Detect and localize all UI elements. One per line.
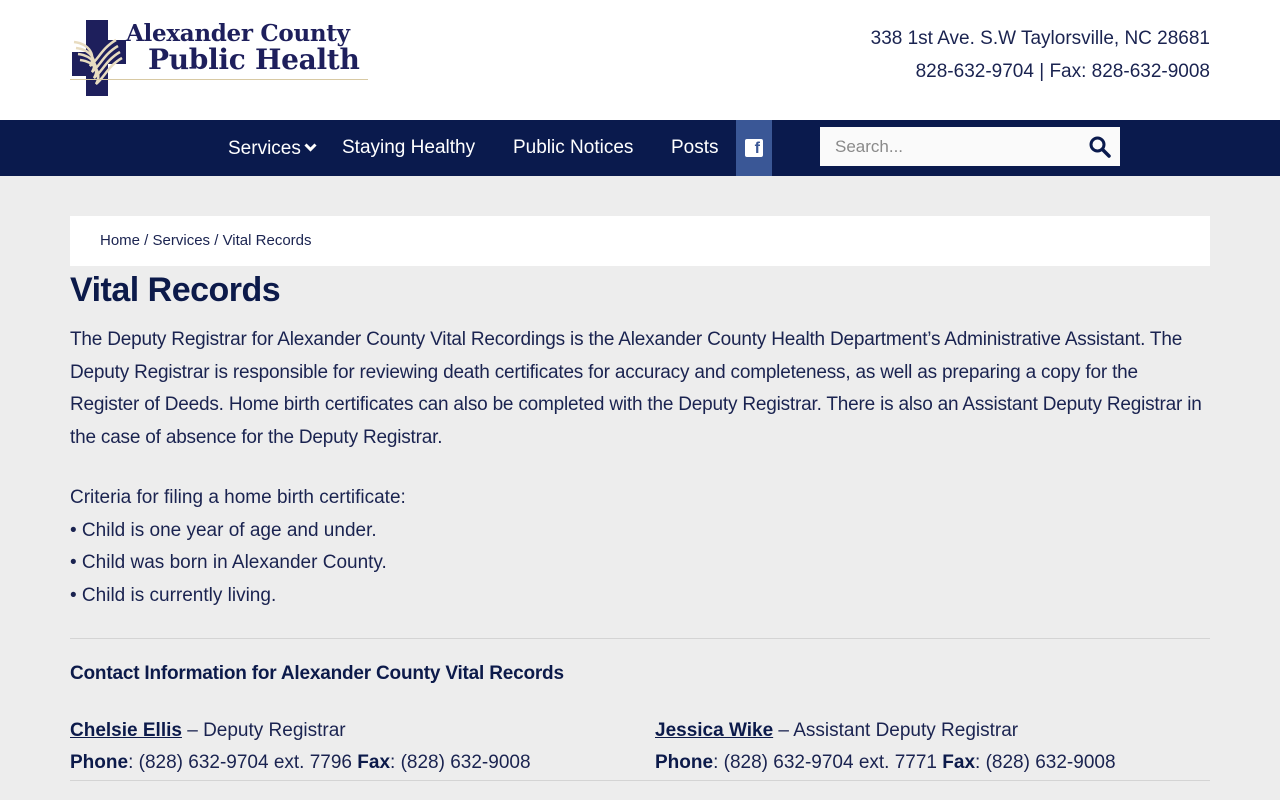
- phone-label: Phone: [655, 752, 714, 773]
- fax-value: : (828) 632-9008: [975, 752, 1116, 773]
- criteria-item: • Child was born in Alexander County.: [70, 552, 387, 573]
- facebook-link[interactable]: [736, 120, 772, 176]
- header-address: 338 1st Ave. S.W Taylorsville, NC 28681: [870, 28, 1210, 49]
- criteria-item: • Child is currently living.: [70, 584, 277, 606]
- contact-name-row: [70, 715, 655, 747]
- search-button[interactable]: [1088, 135, 1112, 159]
- main-content: [70, 216, 1210, 781]
- nav-item-posts[interactable]: Posts: [671, 137, 719, 158]
- criteria-section: [70, 482, 1210, 612]
- header-phone-fax: [871, 55, 1210, 88]
- search-input[interactable]: [820, 127, 1080, 166]
- fax-label: Fax: [357, 752, 391, 773]
- contact-phone-row: [655, 747, 1210, 779]
- header-fax-label: Fax:: [1049, 61, 1087, 82]
- contact-card: [70, 715, 655, 781]
- criteria-heading: Criteria for filing a home birth certificate:: [70, 487, 406, 508]
- contact-name-link[interactable]: Chelsie Ellis: [70, 720, 182, 741]
- nav-item-services[interactable]: [228, 120, 317, 176]
- criteria-item: • Child is one year of age and under.: [70, 519, 377, 541]
- contact-name-link[interactable]: Jessica Wike: [655, 720, 774, 741]
- contact-name-row: [655, 715, 1210, 747]
- header-contact-info: [871, 22, 1210, 88]
- section-divider: [70, 638, 1210, 639]
- intro-paragraph: The Deputy Registrar for Alexander County Vital Recordings is the Alexander County Health Department’s Administrative Assistant. The Deputy Registrar is responsible for reviewing death certificates for accuracy and completeness, as well as preparing a copy for the Register of Deeds. Home birth certificates can also be completed with the Deputy Registrar. There is also an Assistant Deputy Registrar in the case of absence for the Deputy Registrar.: [70, 329, 1202, 448]
- nav-item-public-notices[interactable]: Public Notices: [513, 137, 634, 158]
- page-title: Vital Records: [70, 271, 281, 309]
- chevron-down-icon: [304, 120, 317, 176]
- fax-value: : (828) 632-9008: [390, 752, 531, 773]
- contacts-list: [70, 715, 1210, 781]
- phone-value: : (828) 632-9704 ext. 7771: [713, 752, 943, 773]
- site-header: [0, 0, 1280, 120]
- search-form: [820, 127, 1120, 166]
- breadcrumb-home[interactable]: Home: [100, 232, 141, 249]
- site-logo[interactable]: [70, 18, 370, 100]
- breadcrumb: [70, 216, 1210, 266]
- cross-logo-icon: [70, 18, 126, 98]
- nav-item-staying-healthy[interactable]: Staying Healthy: [342, 137, 476, 158]
- fax-label: Fax: [942, 752, 976, 773]
- nav-services-label: Services: [228, 138, 301, 159]
- breadcrumb-separator: /: [210, 232, 223, 249]
- contact-heading: Contact Information for Alexander County Vital Records: [70, 663, 564, 684]
- main-navigation: [0, 120, 1280, 176]
- contact-divider: [655, 780, 1210, 781]
- header-phone: 828-632-9704: [915, 61, 1034, 82]
- facebook-icon: f: [745, 139, 763, 157]
- logo-text-line2: Public Health: [148, 43, 360, 76]
- phone-label: Phone: [70, 752, 129, 773]
- search-icon: [1088, 135, 1112, 159]
- contact-divider: [70, 780, 655, 781]
- header-separator: |: [1039, 61, 1045, 82]
- contact-phone-row: [70, 747, 655, 779]
- logo-text-line1: Alexander County: [126, 20, 350, 47]
- breadcrumb-separator: /: [140, 232, 153, 249]
- breadcrumb-services[interactable]: Services: [152, 232, 211, 249]
- contact-role: – Assistant Deputy Registrar: [773, 720, 1019, 741]
- breadcrumb-current: Vital Records: [222, 232, 312, 249]
- logo-underline: [70, 79, 368, 80]
- contact-card: [655, 715, 1210, 781]
- header-fax: 828-632-9008: [1091, 61, 1210, 82]
- phone-value: : (828) 632-9704 ext. 7796: [128, 752, 358, 773]
- contact-role: – Deputy Registrar: [181, 720, 346, 741]
